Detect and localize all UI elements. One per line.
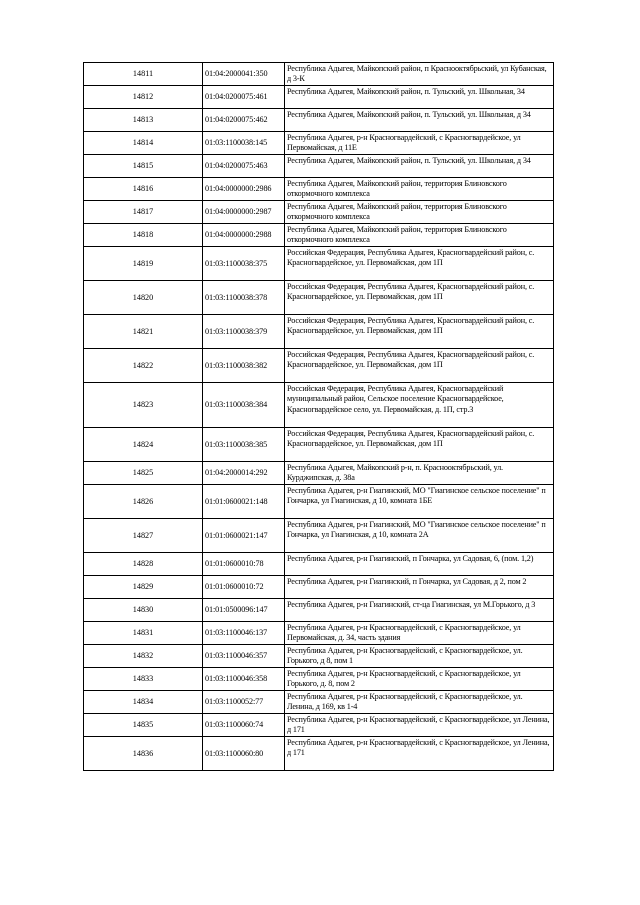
table-row bbox=[84, 428, 554, 462]
row-number-cell: 14818 bbox=[84, 224, 203, 247]
table-row bbox=[84, 349, 554, 383]
address-cell: Республика Адыгея, р-н Красногвардейский, с Красногвардейское, ул Ленина, д 171 bbox=[285, 714, 554, 737]
table-row bbox=[84, 224, 554, 247]
table-row bbox=[84, 645, 554, 668]
table-row bbox=[84, 281, 554, 315]
table-row bbox=[84, 553, 554, 576]
row-number-cell: 14828 bbox=[84, 553, 203, 576]
table-row bbox=[84, 63, 554, 86]
row-number-cell: 14825 bbox=[84, 462, 203, 485]
address-cell: Республика Адыгея, Майкопский район, территория Блиновского откормочного комплекса bbox=[285, 178, 554, 201]
cadastral-number-cell: 01:03:1100046:137 bbox=[203, 622, 285, 645]
cadastral-number-cell: 01:03:1100038:382 bbox=[203, 349, 285, 383]
table-row bbox=[84, 109, 554, 132]
cadastral-number-cell: 01:03:1100038:385 bbox=[203, 428, 285, 462]
cadastral-number-cell: 01:01:0600021:147 bbox=[203, 519, 285, 553]
registry-table bbox=[83, 62, 554, 771]
table-row bbox=[84, 201, 554, 224]
row-number-cell: 14823 bbox=[84, 383, 203, 428]
table-row bbox=[84, 462, 554, 485]
cadastral-number-cell: 01:03:1100060:80 bbox=[203, 737, 285, 771]
address-cell: Республика Адыгея, Майкопский район, п. Тульский, ул. Школьная, д 34 bbox=[285, 109, 554, 132]
row-number-cell: 14816 bbox=[84, 178, 203, 201]
address-cell: Республика Адыгея, р-н Гиагинский, ст-ца Гиагинская, ул М.Горького, д 3 bbox=[285, 599, 554, 622]
table-row bbox=[84, 691, 554, 714]
cadastral-number-cell: 01:03:1100060:74 bbox=[203, 714, 285, 737]
address-cell: Российская Федерация, Республика Адыгея, Красногвардейский район, с. Красногвардейское, ул. Первомайская, дом 1П bbox=[285, 428, 554, 462]
registry-rows bbox=[84, 63, 554, 771]
address-cell: Республика Адыгея, р-н Красногвардейский, с Красногвардейское, ул. Ленина, д 169, кв 1-4 bbox=[285, 691, 554, 714]
table-row bbox=[84, 576, 554, 599]
row-number-cell: 14813 bbox=[84, 109, 203, 132]
cadastral-number-cell: 01:04:0200075:461 bbox=[203, 86, 285, 109]
row-number-cell: 14827 bbox=[84, 519, 203, 553]
table-row bbox=[84, 315, 554, 349]
address-cell: Республика Адыгея, Майкопский район, п. Тульский, ул. Школьная, 34 bbox=[285, 86, 554, 109]
address-cell: Российская Федерация, Республика Адыгея, Красногвардейский район, с. Красногвардейское, ул. Первомайская, дом 1П bbox=[285, 281, 554, 315]
table-row bbox=[84, 485, 554, 519]
cadastral-number-cell: 01:03:1100038:379 bbox=[203, 315, 285, 349]
address-cell: Республика Адыгея, р-н Гиагинский, п Гончарка, ул Садовая, 6, (пом. 1,2) bbox=[285, 553, 554, 576]
table-row bbox=[84, 599, 554, 622]
cadastral-number-cell: 01:03:1100038:384 bbox=[203, 383, 285, 428]
address-cell: Республика Адыгея, р-н Гиагинский, МО "Гиагинское сельское поселение" п Гончарка, ул Гиагинская, д 10, комната 2А bbox=[285, 519, 554, 553]
row-number-cell: 14836 bbox=[84, 737, 203, 771]
table-row bbox=[84, 247, 554, 281]
cadastral-number-cell: 01:04:0000000:2986 bbox=[203, 178, 285, 201]
row-number-cell: 14815 bbox=[84, 155, 203, 178]
address-cell: Республика Адыгея, Майкопский район, п Краснооктябрьский, ул Кубанская, д 3-К bbox=[285, 63, 554, 86]
cadastral-number-cell: 01:04:0200075:462 bbox=[203, 109, 285, 132]
row-number-cell: 14812 bbox=[84, 86, 203, 109]
table-row bbox=[84, 86, 554, 109]
cadastral-number-cell: 01:04:0000000:2987 bbox=[203, 201, 285, 224]
row-number-cell: 14834 bbox=[84, 691, 203, 714]
cadastral-number-cell: 01:03:1100038:145 bbox=[203, 132, 285, 155]
cadastral-number-cell: 01:03:1100052:77 bbox=[203, 691, 285, 714]
address-cell: Республика Адыгея, р-н Красногвардейский, с Красногвардейское, ул Горького, д. 8, пом 2 bbox=[285, 668, 554, 691]
address-cell: Республика Адыгея, Майкопский район, территория Блиновского откормочного комплекса bbox=[285, 201, 554, 224]
address-cell: Республика Адыгея, р-н Гиагинский, п Гончарка, ул Садовая, д 2, пом 2 bbox=[285, 576, 554, 599]
cadastral-number-cell: 01:04:0200075:463 bbox=[203, 155, 285, 178]
row-number-cell: 14811 bbox=[84, 63, 203, 86]
row-number-cell: 14835 bbox=[84, 714, 203, 737]
row-number-cell: 14833 bbox=[84, 668, 203, 691]
row-number-cell: 14819 bbox=[84, 247, 203, 281]
cadastral-number-cell: 01:01:0600021:148 bbox=[203, 485, 285, 519]
address-cell: Республика Адыгея, Майкопский р-н, п. Краснооктябрьский, ул. Курджипская, д. 38а bbox=[285, 462, 554, 485]
cadastral-number-cell: 01:04:2000041:350 bbox=[203, 63, 285, 86]
address-cell: Республика Адыгея, р-н Красногвардейский, с Красногвардейское, ул Первомайская, д. 34, часть здания bbox=[285, 622, 554, 645]
table-row bbox=[84, 622, 554, 645]
row-number-cell: 14817 bbox=[84, 201, 203, 224]
address-cell: Республика Адыгея, р-н Красногвардейский, с Красногвардейское, ул Ленина, д 171 bbox=[285, 737, 554, 771]
row-number-cell: 14814 bbox=[84, 132, 203, 155]
address-cell: Республика Адыгея, Майкопский район, территория Блиновского откормочного комплекса bbox=[285, 224, 554, 247]
cadastral-number-cell: 01:01:0600010:78 bbox=[203, 553, 285, 576]
table-row bbox=[84, 178, 554, 201]
address-cell: Республика Адыгея, р-н Гиагинский, МО "Гиагинское сельское поселение" п Гончарка, ул Гиагинская, д 10, комната 1БЕ bbox=[285, 485, 554, 519]
row-number-cell: 14822 bbox=[84, 349, 203, 383]
cadastral-number-cell: 01:03:1100046:357 bbox=[203, 645, 285, 668]
table-row bbox=[84, 668, 554, 691]
row-number-cell: 14831 bbox=[84, 622, 203, 645]
row-number-cell: 14832 bbox=[84, 645, 203, 668]
cadastral-number-cell: 01:01:0500096:147 bbox=[203, 599, 285, 622]
row-number-cell: 14820 bbox=[84, 281, 203, 315]
address-cell: Республика Адыгея, р-н Красногвардейский, с Красногвардейское, ул Первомайская, д 11Е bbox=[285, 132, 554, 155]
row-number-cell: 14821 bbox=[84, 315, 203, 349]
cadastral-number-cell: 01:04:2000014:292 bbox=[203, 462, 285, 485]
cadastral-number-cell: 01:04:0000000:2988 bbox=[203, 224, 285, 247]
row-number-cell: 14830 bbox=[84, 599, 203, 622]
cadastral-number-cell: 01:01:0600010:72 bbox=[203, 576, 285, 599]
address-cell: Российская Федерация, Республика Адыгея, Красногвардейский район, с. Красногвардейское, ул. Первомайская, дом 1П bbox=[285, 349, 554, 383]
address-cell: Республика Адыгея, Майкопский район, п. Тульский, ул. Школьная, д 34 bbox=[285, 155, 554, 178]
table-row bbox=[84, 155, 554, 178]
cadastral-number-cell: 01:03:1100038:378 bbox=[203, 281, 285, 315]
table-row bbox=[84, 714, 554, 737]
table-row bbox=[84, 383, 554, 428]
row-number-cell: 14824 bbox=[84, 428, 203, 462]
row-number-cell: 14829 bbox=[84, 576, 203, 599]
address-cell: Республика Адыгея, р-н Красногвардейский, с Красногвардейское, ул. Горького, д 8, пом 1 bbox=[285, 645, 554, 668]
row-number-cell: 14826 bbox=[84, 485, 203, 519]
cadastral-number-cell: 01:03:1100038:375 bbox=[203, 247, 285, 281]
table-row bbox=[84, 737, 554, 771]
address-cell: Российская Федерация, Республика Адыгея, Красногвардейский район, с. Красногвардейское, ул. Первомайская, дом 1П bbox=[285, 247, 554, 281]
table-row bbox=[84, 519, 554, 553]
table-row bbox=[84, 132, 554, 155]
address-cell: Российская Федерация, Республика Адыгея, Красногвардейский район, с. Красногвардейское, ул. Первомайская, дом 1П bbox=[285, 315, 554, 349]
cadastral-number-cell: 01:03:1100046:358 bbox=[203, 668, 285, 691]
address-cell: Российская Федерация, Республика Адыгея, Красногвардейский муниципальный район, Сельское поселение Красногвардейское, Красногвардейское село, ул. Первомайская, д. 1П, стр.3 bbox=[285, 383, 554, 428]
